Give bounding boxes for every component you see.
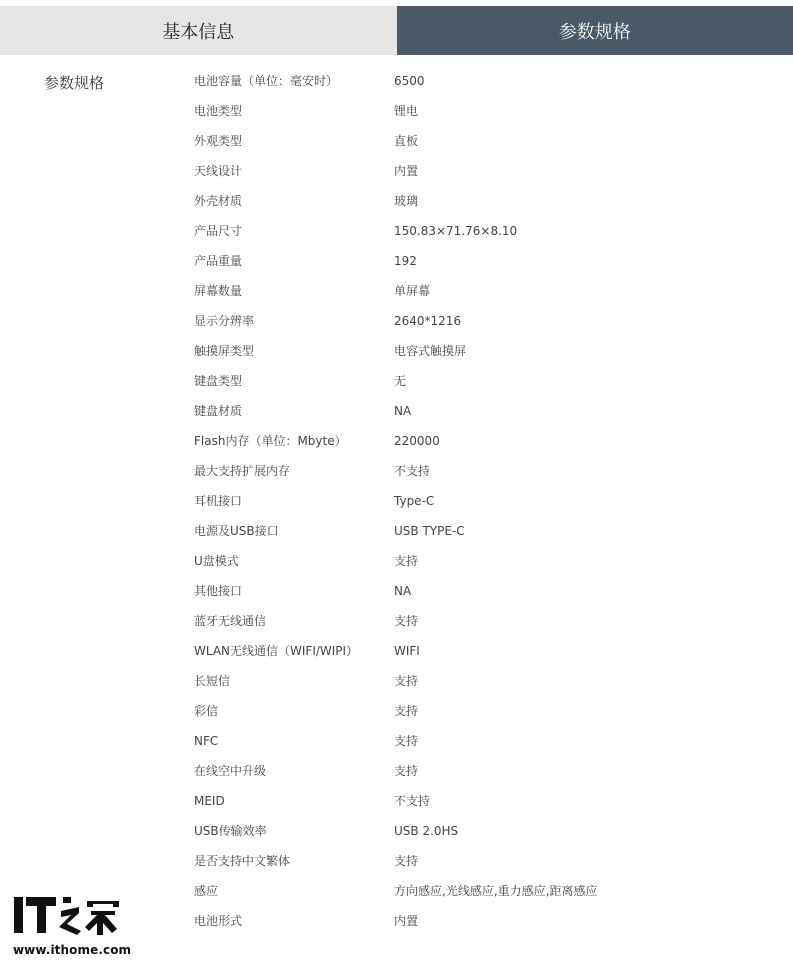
spec-value: USB 2.0HS [394, 824, 459, 838]
spec-label: MEID [194, 794, 225, 808]
spec-value: 直板 [394, 134, 419, 148]
spec-label: 产品重量 [194, 254, 243, 268]
spec-label: NFC [194, 734, 219, 748]
watermark [13, 893, 132, 959]
spec-label: 键盘类型 [194, 374, 243, 388]
spec-row [0, 546, 793, 576]
spec-value: 支持 [394, 554, 419, 568]
spec-label: 外壳材质 [194, 194, 243, 208]
spec-label: 蓝牙无线通信 [194, 614, 267, 628]
spec-label: 电池形式 [194, 914, 243, 928]
spec-value: 6500 [394, 74, 425, 88]
ithome-logo [13, 893, 123, 937]
spec-value: 内置 [394, 164, 419, 178]
spec-row [0, 306, 793, 336]
spec-value: 电容式触摸屏 [394, 344, 467, 358]
spec-value: 支持 [394, 674, 419, 688]
spec-label: 电池类型 [194, 104, 243, 118]
spec-row [0, 66, 793, 96]
spec-row [0, 456, 793, 486]
spec-row [0, 846, 793, 876]
spec-label: 外观类型 [194, 134, 243, 148]
spec-label: WLAN无线通信（WIFI/WIPI） [194, 644, 359, 658]
watermark-url: www.ithome.com [13, 943, 132, 957]
spec-row [0, 666, 793, 696]
spec-label: 触摸屏类型 [194, 344, 255, 358]
spec-row [0, 426, 793, 456]
spec-value: USB TYPE-C [394, 524, 465, 538]
spec-row [0, 816, 793, 846]
spec-row [0, 396, 793, 426]
spec-row [0, 696, 793, 726]
spec-label: 在线空中升级 [194, 764, 267, 778]
spec-value: 不支持 [394, 794, 431, 808]
spec-row [0, 366, 793, 396]
spec-label: 天线设计 [194, 164, 243, 178]
spec-row [0, 216, 793, 246]
spec-value: 150.83×71.76×8.10 [394, 224, 518, 238]
spec-label: Flash内存（单位：Mbyte） [194, 434, 347, 448]
spec-label: 是否支持中文繁体 [194, 854, 291, 868]
tab-specifications[interactable] [397, 6, 793, 55]
tab-bar [0, 6, 793, 55]
spec-value: 玻璃 [394, 194, 419, 208]
spec-value: 支持 [394, 764, 419, 778]
spec-row [0, 486, 793, 516]
spec-label: 彩信 [194, 704, 219, 718]
spec-value: 192 [394, 254, 417, 268]
spec-value: 支持 [394, 614, 419, 628]
spec-value: 支持 [394, 734, 419, 748]
spec-value: Type-C [394, 494, 435, 508]
spec-value: 内置 [394, 914, 419, 928]
spec-row [0, 186, 793, 216]
spec-value: 方向感应,光线感应,重力感应,距离感应 [394, 884, 598, 898]
spec-row [0, 786, 793, 816]
spec-row [0, 576, 793, 606]
spec-row [0, 516, 793, 546]
spec-row [0, 246, 793, 276]
spec-label: 长短信 [194, 674, 231, 688]
spec-row [0, 156, 793, 186]
spec-label: 显示分辨率 [194, 314, 255, 328]
spec-label: 电源及USB接口 [194, 524, 279, 538]
spec-list [0, 66, 793, 936]
spec-value: 无 [394, 374, 407, 388]
spec-value: WIFI [394, 644, 420, 658]
spec-value: NA [394, 404, 412, 418]
spec-label: USB传输效率 [194, 824, 267, 838]
tab-specifications-label: 参数规格 [558, 21, 631, 43]
spec-row [0, 606, 793, 636]
section-title: 参数规格 [44, 74, 105, 92]
spec-value: 不支持 [394, 464, 431, 478]
spec-row [0, 126, 793, 156]
spec-label: U盘模式 [194, 554, 239, 568]
spec-label: 电池容量（单位：毫安时） [194, 74, 339, 88]
spec-label: 耳机接口 [194, 494, 243, 508]
spec-label: 屏幕数量 [194, 284, 243, 298]
spec-value: 支持 [394, 854, 419, 868]
spec-label: 感应 [194, 884, 219, 898]
spec-row [0, 726, 793, 756]
spec-label: 其他接口 [194, 584, 243, 598]
tab-basic-info-label: 基本信息 [162, 21, 235, 43]
spec-label: 键盘材质 [194, 404, 243, 418]
spec-value: 2640*1216 [394, 314, 462, 328]
spec-row [0, 636, 793, 666]
spec-label: 产品尺寸 [194, 224, 243, 238]
spec-value: 220000 [394, 434, 440, 448]
spec-value: 支持 [394, 704, 419, 718]
spec-row [0, 96, 793, 126]
spec-row [0, 756, 793, 786]
spec-value: 锂电 [394, 104, 419, 118]
spec-label: 最大支持扩展内存 [194, 464, 291, 478]
spec-row [0, 276, 793, 306]
tab-basic-info[interactable] [0, 6, 397, 55]
spec-value: 单屏幕 [394, 284, 431, 298]
spec-value: NA [394, 584, 412, 598]
spec-row [0, 336, 793, 366]
